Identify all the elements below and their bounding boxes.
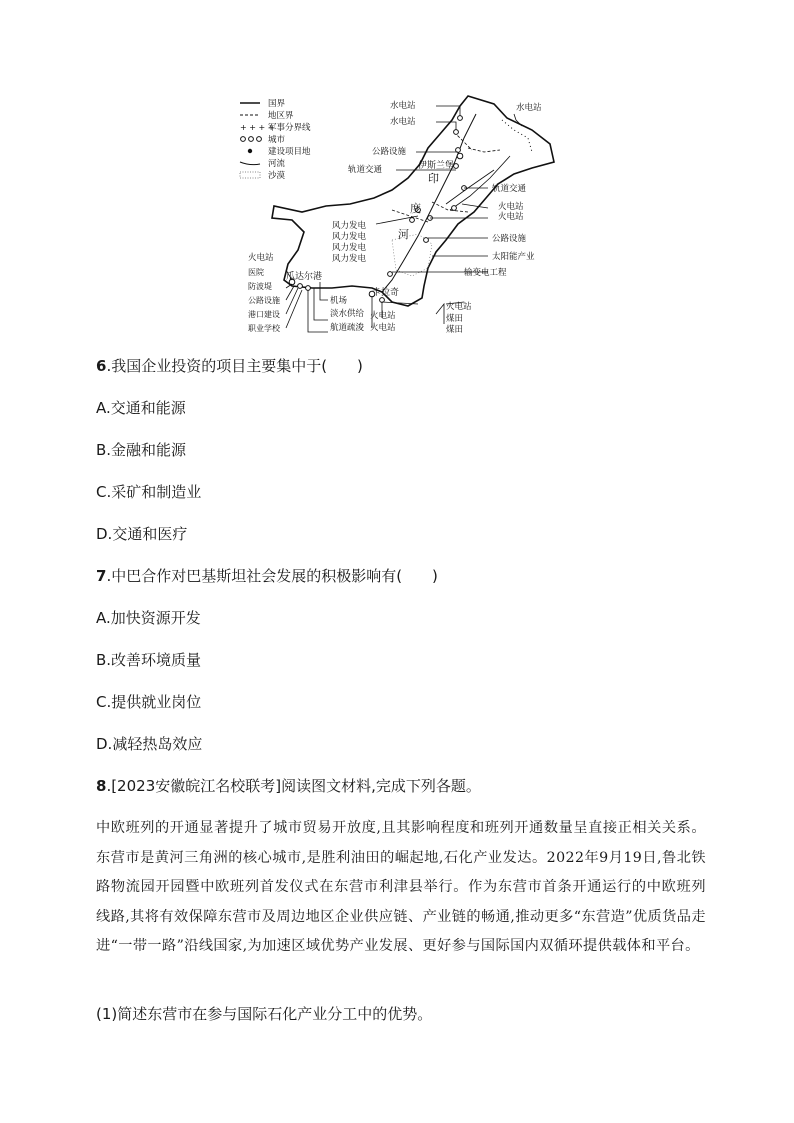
map-label: 风力发电 — [332, 243, 367, 253]
option-6b[interactable]: B.金融和能源 — [96, 441, 187, 459]
map-label: 机场 — [330, 296, 348, 306]
option-7b[interactable]: B.改善环境质量 — [96, 651, 202, 669]
question-6 — [96, 356, 363, 376]
map-label: 火电站 — [248, 253, 274, 263]
right-labels — [348, 100, 542, 335]
map-label: 水电站 — [390, 101, 416, 111]
legend — [240, 99, 311, 181]
option-6a[interactable]: A.交通和能源 — [96, 399, 186, 417]
question-7 — [96, 566, 438, 586]
city-label-karachi: 卡拉奇 — [372, 288, 400, 298]
map-label: 火电站 — [370, 323, 396, 333]
legend-label: 河流 — [268, 159, 286, 169]
map-label: 火电站 — [370, 311, 396, 321]
map-label: 公路设施 — [248, 296, 280, 305]
map-label: 风力发电 — [332, 254, 367, 264]
legend-label: 国界 — [268, 99, 286, 109]
map-label: 公路设施 — [492, 234, 527, 244]
map-label: 火电站 — [446, 302, 472, 312]
question-number: 8 — [96, 777, 107, 795]
map-label: 航道疏浚 — [330, 323, 365, 333]
bottom-labels — [330, 295, 396, 333]
question-number: 7 — [96, 567, 107, 585]
map-label: 风力发电 — [332, 221, 367, 231]
country-label: 度 — [410, 202, 421, 215]
map-label: 水电站 — [390, 117, 416, 127]
map-label: 煤田 — [446, 314, 464, 324]
question-number: 6 — [96, 357, 107, 375]
city-label-gwadar: 瓜达尔港 — [286, 272, 323, 282]
legend-label: 城市 — [268, 135, 286, 145]
map-label: 煤田 — [446, 325, 464, 335]
question-text: .[2023安徽皖江名校联考]阅读图文材料,完成下列各题。 — [106, 777, 481, 795]
map-label: 轨道交通 — [492, 184, 527, 194]
map-label: 轨道交通 — [348, 165, 383, 175]
option-7c[interactable]: C.提供就业岗位 — [96, 693, 202, 711]
map-label: 火电站 — [498, 212, 524, 222]
reading-passage: 中欧班列的开通显著提升了城市贸易开放度,且其影响程度和班列开通数量呈直接正相关关系。东营市是黄河三角洲的核心城市,是胜利油田的崛起地,石化产业发达。2022年9月19日,鲁北铁路物流园开园暨中欧班列首发仪式在东营市利津县举行。作为东营市首条开通运行的中欧班列线路,其将有效保障东营市及周边地区企业供应链、产业链的畅通,推动更多“东营造”优质货品走进“一带一路”沿线国家,为加速区域优势产业发展、更好参与国际国内双循环提供载体和平台。 — [96, 820, 706, 954]
option-7d[interactable]: D.减轻热岛效应 — [96, 735, 203, 753]
map-label: 公路设施 — [372, 147, 407, 157]
map-label: 防波堤 — [248, 282, 272, 291]
leader-lines — [286, 106, 522, 332]
legend-label: 军事分界线 — [268, 123, 311, 133]
question-text: .中巴合作对巴基斯坦社会发展的积极影响有( ) — [106, 567, 438, 585]
map-label: 火电站 — [498, 202, 524, 212]
svg-text:+ + + +: + + + + — [240, 123, 275, 132]
country-label: 印 — [428, 172, 439, 185]
map-label: 太阳能产业 — [492, 252, 535, 262]
map-label: 职业学校 — [248, 324, 280, 333]
map-label: 港口建设 — [248, 310, 280, 319]
legend-label: 沙漠 — [268, 171, 286, 181]
military-line — [502, 120, 532, 152]
map-label: 输变电工程 — [464, 268, 507, 278]
map-label: 淡水供给 — [330, 309, 365, 319]
map-label: 水电站 — [516, 103, 542, 113]
question-8 — [96, 776, 481, 796]
option-6d[interactable]: D.交通和医疗 — [96, 525, 188, 543]
subquestion-1: (1)简述东营市在参与国际石化产业分工中的优势。 — [96, 1005, 433, 1023]
map-label: 医院 — [248, 268, 264, 277]
legend-label: 地区界 — [268, 111, 294, 121]
legend-label: 建设项目地 — [268, 147, 311, 157]
question-text: .我国企业投资的项目主要集中于( ) — [106, 357, 363, 375]
option-6c[interactable]: C.采矿和制造业 — [96, 483, 202, 501]
river-label: 河 — [398, 228, 409, 241]
map-label: 风力发电 — [332, 232, 367, 242]
city-label-islamabad: 伊斯兰堡 — [418, 161, 455, 171]
pakistan-projects-map — [232, 92, 572, 340]
option-7a[interactable]: A.加快资源开发 — [96, 609, 201, 627]
